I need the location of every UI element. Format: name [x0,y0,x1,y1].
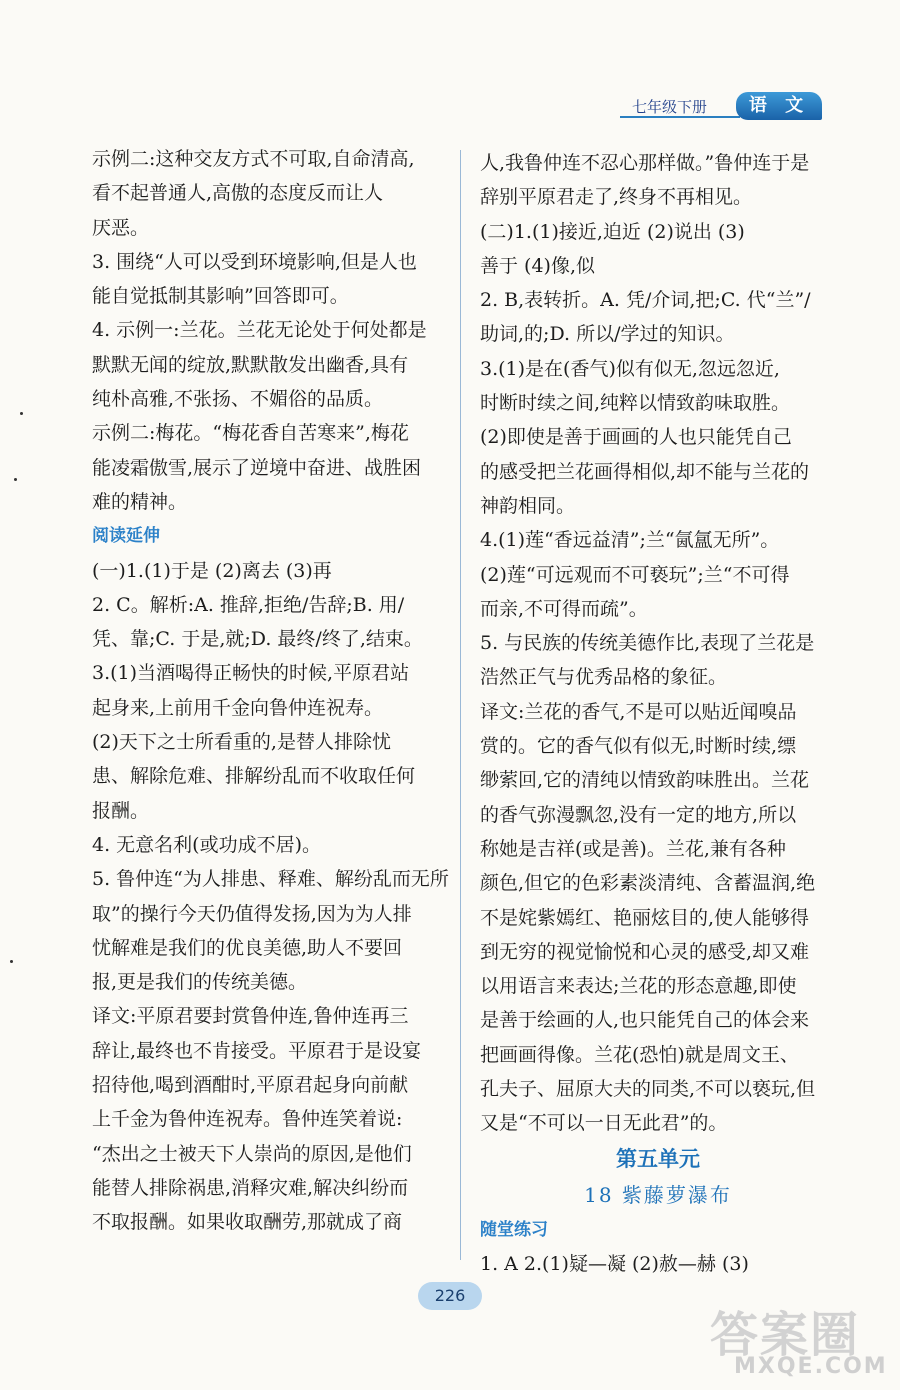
header-underline [620,116,740,118]
text-line: 默默无闻的绽放,默默散发出幽香,具有 [92,353,409,376]
text-line: 是善于绘画的人,也只能凭自己的体会来 [480,1009,810,1032]
text-line: 3.(1)当酒喝得正畅快的时候,平原君站 [92,662,410,685]
watermark-main: 答案圈 [710,1307,861,1363]
text-line: 凭、靠;C. 于是,就;D. 最终/终了,结束。 [92,628,423,651]
text-line: 5. 与民族的传统美德作比,表现了兰花是 [480,632,815,655]
text-line: 报酬。 [92,799,150,822]
text-line: 看不起普通人,高傲的态度反而让人 [92,182,384,205]
text-line: 的感受把兰花画得相似,却不能与兰花的 [480,460,810,483]
text-line: (一)1.(1)于是 (2)离去 (3)再 [92,559,332,582]
right-column [480,146,836,1281]
text-line: 到无穷的视觉愉悦和心灵的感受,却又难 [480,940,810,963]
watermark-logo [700,1296,890,1382]
text-line: 患、解除危难、排解纷乱而不收取任何 [92,765,416,788]
text-line: 3. 围绕“人可以受到环境影响,但是人也 [92,250,417,273]
text-line: 孔夫子、屈原大夫的同类,不可以亵玩,但 [480,1078,816,1101]
page-header [620,92,825,126]
text-line: 善于 (4)像,似 [480,254,595,277]
text-line: 1. A 2.(1)疑—凝 (2)赦—赫 (3) [480,1252,749,1275]
text-line: 能凌霜傲雪,展示了逆境中奋进、战胜困 [92,456,422,479]
text-line: 难的精神。 [92,490,188,513]
text-line: 神韵相同。 [480,494,576,517]
text-line: 不取报酬。如果收取酬劳,那就成了商 [92,1211,403,1234]
left-column [92,142,449,1240]
text-line: 招待他,喝到酒酣时,平原君起身向前献 [92,1074,409,1097]
text-line: 2. B,表转折。A. 凭/介词,把;C. 代“兰”/ [480,289,811,312]
text-line: 4. 示例一:兰花。兰花无论处于何处都是 [92,319,427,342]
text-line: 赏的。它的香气似有似无,时断时续,缥 [480,735,797,758]
text-line: 的香气弥漫飘忽,没有一定的地方,所以 [480,803,797,826]
text-line: 人,我鲁仲连不忍心那样做。”鲁仲连于是 [480,152,810,174]
text-line: 5. 鲁仲连“为人排患、释难、解纷乱而无所 [92,868,449,891]
text-line: 时断时续之间,纯粹以情致韵味取胜。 [480,392,791,415]
text-line: 辞别平原君走了,终身不再相见。 [480,186,753,209]
text-line: “杰出之士被天下人崇尚的原因,是他们 [92,1142,412,1165]
text-line: 助词,的;D. 所以/学过的知识。 [480,323,735,346]
text-line: 4.(1)莲“香远益清”;兰“氤氲无所”。 [480,529,780,552]
text-line: 不是姹紫嫣红、艳丽炫目的,使人能够得 [480,906,810,929]
text-line: (二)1.(1)接近,迫近 (2)说出 (3) [480,220,745,243]
text-line: 又是“不可以一日无此君”的。 [480,1112,728,1135]
watermark-sub: MXQE.COM [734,1354,888,1379]
text-line: 辞让,最终也不肯接受。平原君于是设宴 [92,1039,422,1062]
text-line: (2)即使是善于画画的人也只能凭自己 [480,426,792,449]
text-line: 起身来,上前用千金向鲁仲连祝寿。 [92,696,384,719]
text-line: 译文:平原君要封赏鲁仲连,鲁仲连再三 [92,1005,409,1028]
text-line: 以用语言来表达;兰花的形态意趣,即使 [480,975,797,998]
text-line: 颜色,但它的色彩素淡清纯、含蓄温润,绝 [480,872,816,895]
text-line: 报,更是我们的传统美德。 [92,971,308,994]
unit-title: 第五单元 [616,1146,700,1171]
lesson-title: 18 紫藤萝瀑布 [584,1182,732,1207]
text-line: 浩然正气与优秀品格的象征。 [480,666,728,689]
text-line: 能替人排除祸患,消释灾难,解决纠纷而 [92,1176,409,1199]
subject-badge: 语 文 [736,92,822,120]
column-divider [460,150,461,1260]
scan-mark [10,960,13,963]
text-line: 上千金为鲁仲连祝寿。鲁仲连笑着说: [92,1108,403,1131]
text-line: 2. C。解析:A. 推辞,拒绝/告辞;B. 用/ [92,593,405,616]
grade-label: 七年级下册 [632,98,708,116]
text-line: 取”的操行今天仍值得发扬,因为为人排 [92,902,412,925]
text-line: 4. 无意名利(或功成不居)。 [92,833,321,856]
text-line: 3.(1)是在(香气)似有似无,忽远忽近, [480,357,780,380]
text-line: 缈萦回,它的清纯以情致韵味胜出。兰花 [480,769,810,792]
text-line: 把画画得像。兰花(恐怕)就是周文王、 [480,1043,799,1066]
text-line: (2)莲“可远观而不可亵玩”;兰“不可得 [480,563,790,586]
text-line: 示例二:这种交友方式不可取,自命清高, [92,148,415,170]
text-line: 忧解难是我们的优良美德,助人不要回 [92,936,403,959]
text-line: 译文:兰花的香气,不是可以贴近闻嗅品 [480,700,797,723]
text-line: (2)天下之士所看重的,是替人排除忧 [92,731,391,754]
text-line: 示例二:梅花。“梅花香自苦寒来”,梅花 [92,422,409,445]
text-line: 能自觉抵制其影响”回答即可。 [92,285,349,308]
page-number: 226 [418,1282,482,1310]
text-line: 而亲,不可得而疏”。 [480,597,648,620]
text-line: 称她是吉祥(或是善)。兰花,兼有各种 [480,837,786,860]
section-heading: 随堂练习 [480,1219,548,1240]
text-line: 纯朴高雅,不张扬、不媚俗的品质。 [92,388,384,411]
scan-mark [14,478,17,481]
text-line: 厌恶。 [92,216,150,239]
scan-mark [20,412,23,415]
section-heading: 阅读延伸 [92,526,160,547]
